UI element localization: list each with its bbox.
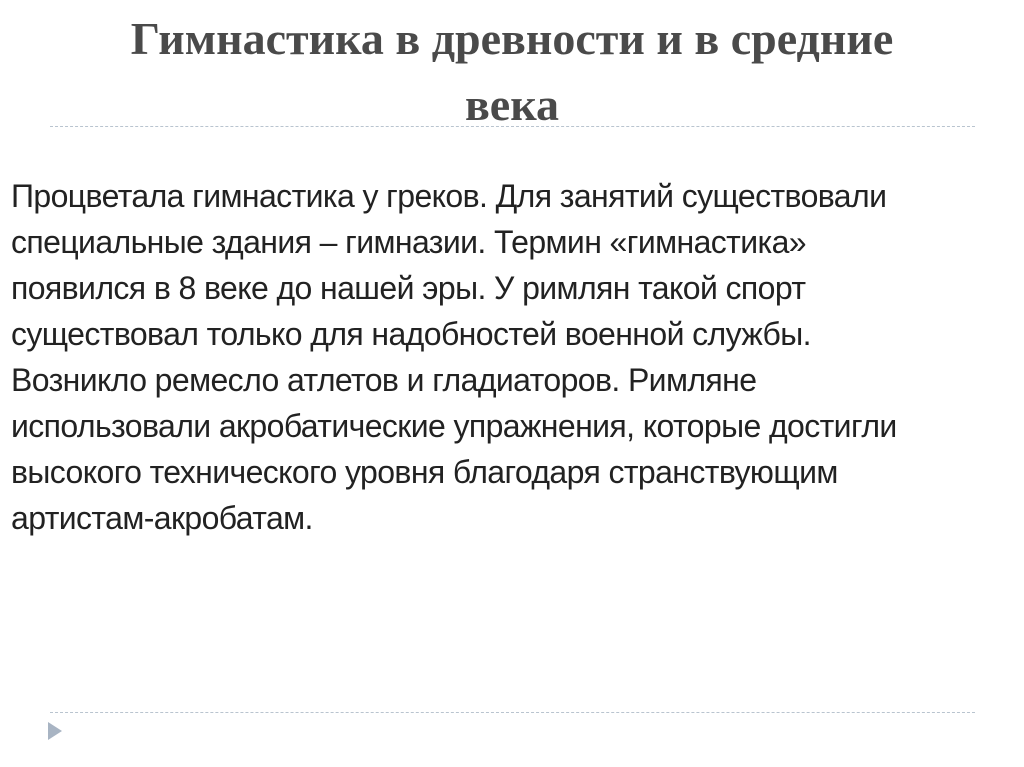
body-line: существовал только для надобностей военной службы. — [11, 316, 811, 352]
body-line: Процветала гимнастика у греков. Для занятий существовали — [11, 178, 887, 214]
slide-body-text — [11, 173, 1011, 541]
slide-title — [60, 6, 964, 138]
footer-divider — [50, 712, 975, 713]
body-line: высокого технического уровня благодаря странствующим — [11, 454, 838, 490]
triangle-right-icon[interactable] — [48, 722, 62, 740]
body-line: Возникло ремесло атлетов и гладиаторов. Римляне — [11, 362, 757, 398]
body-line: специальные здания – гимназии. Термин «гимнастика» — [11, 224, 807, 260]
body-line: артистам-акробатам. — [11, 500, 313, 536]
body-line: появился в 8 веке до нашей эры. У римлян такой спорт — [11, 270, 806, 306]
slide-title-line: Гимнастика в древности и в средние — [130, 13, 894, 64]
title-divider — [50, 126, 975, 127]
body-line: использовали акробатические упражнения, которые достигли — [11, 408, 897, 444]
slide-title-line: века — [464, 79, 560, 130]
